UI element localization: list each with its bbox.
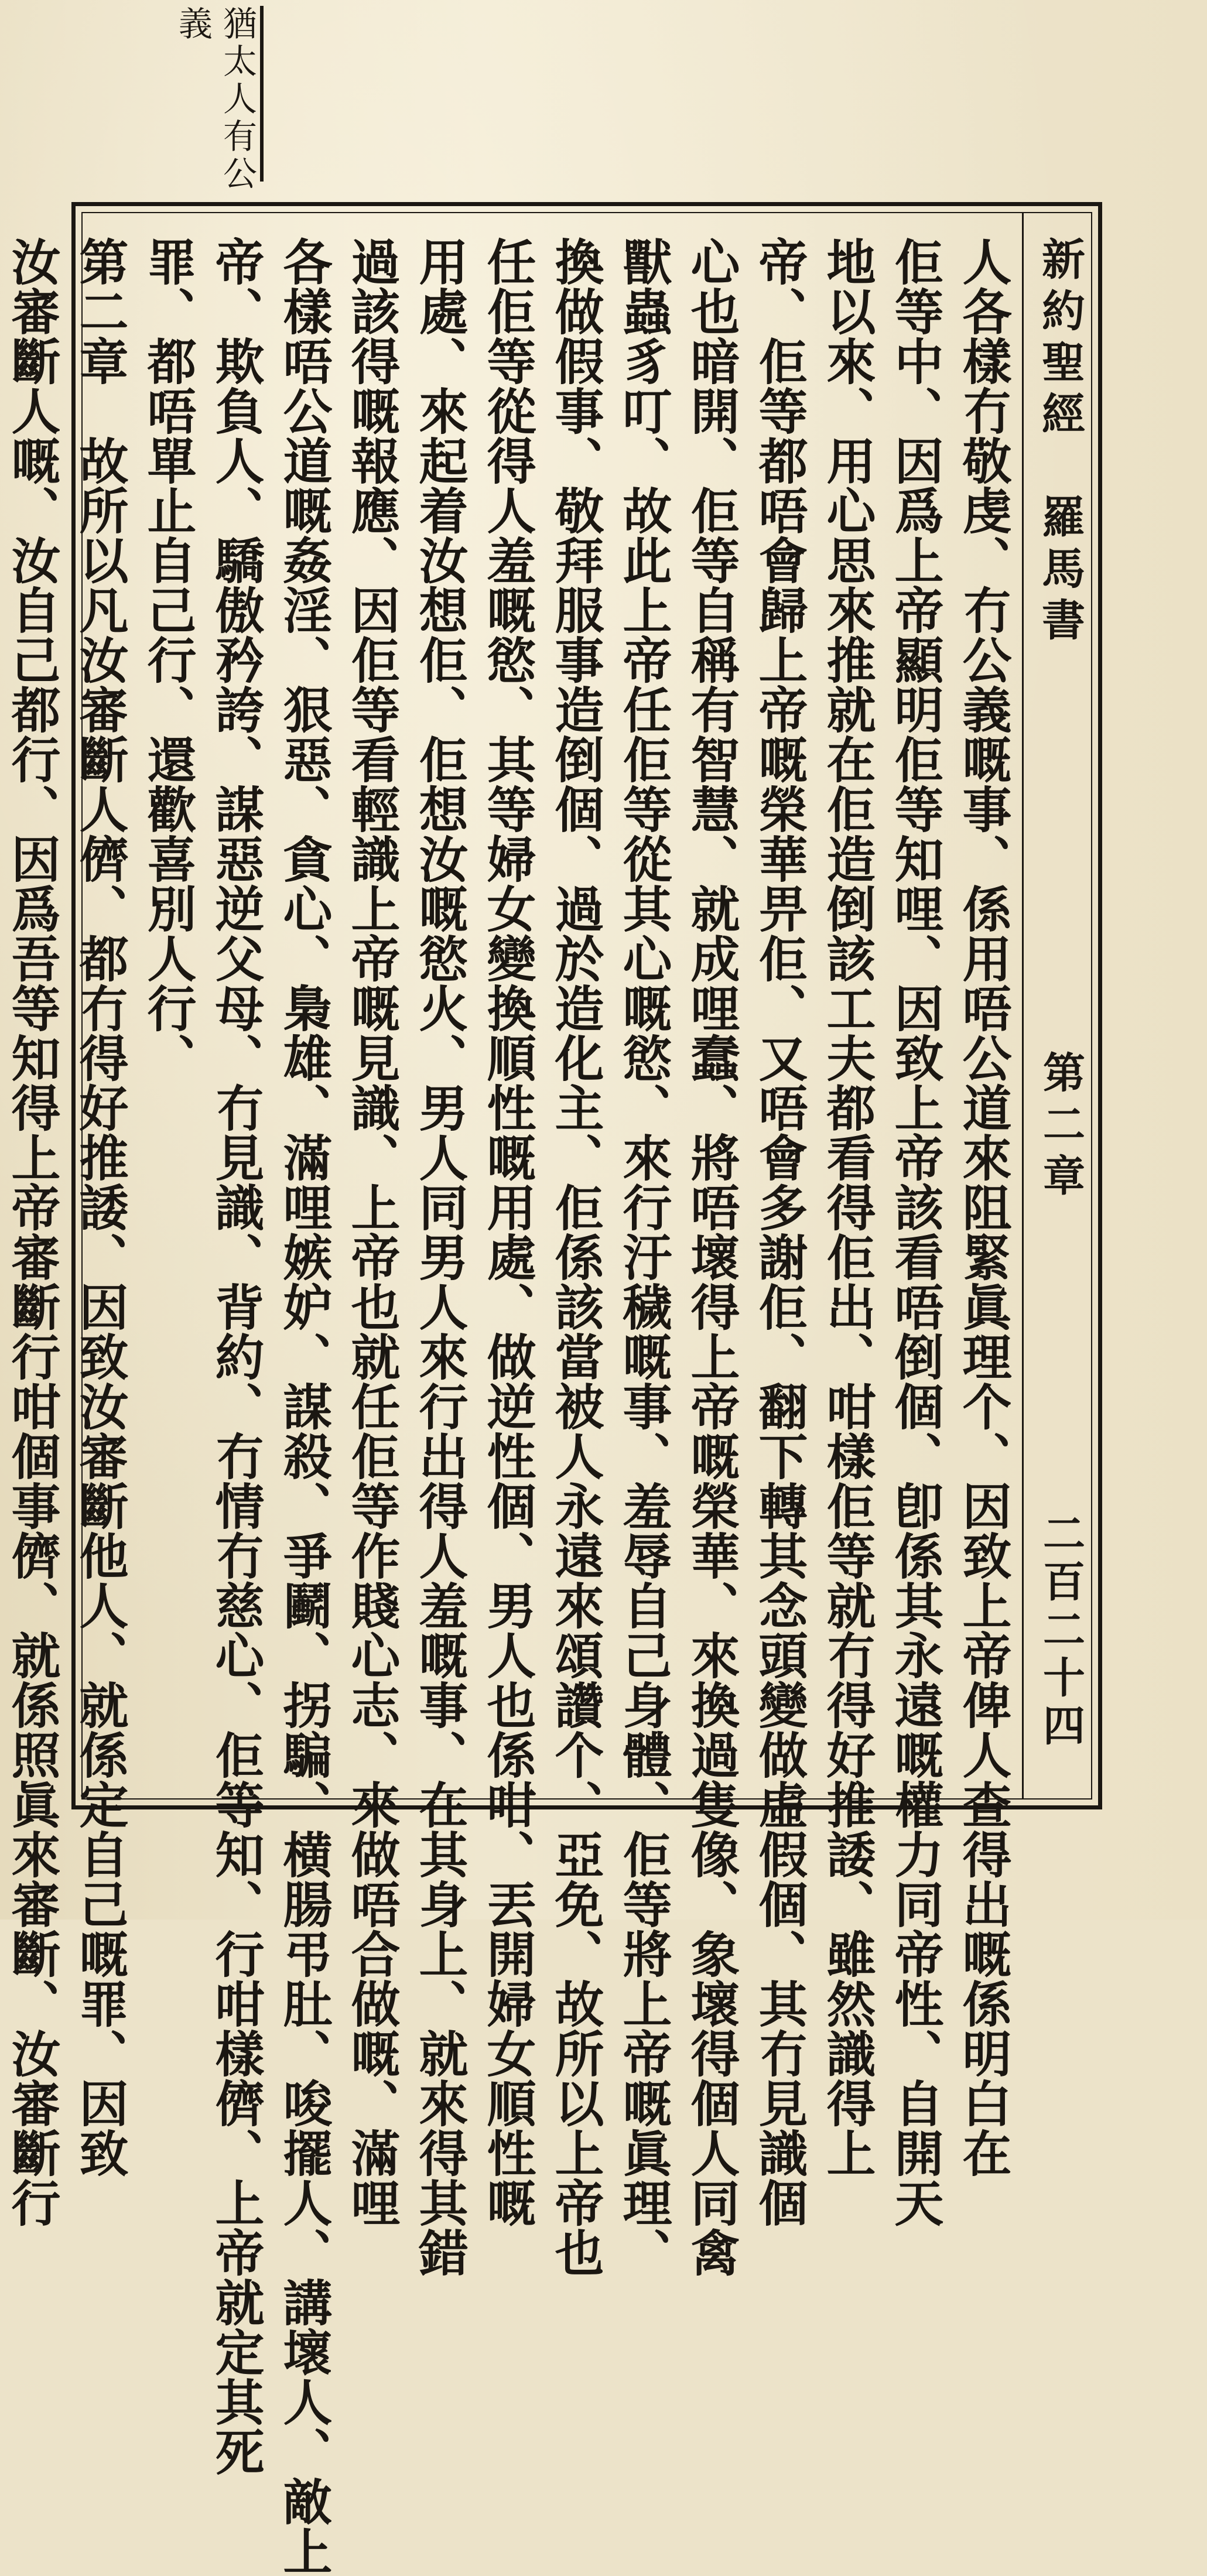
body-column: 用處、來起着汝想佢、佢想汝嘅慾火、男人同男人來行出得人羞嘅事、在其身上、就來得其錯 (411, 237, 469, 2277)
top-margin-note (173, 6, 257, 205)
body-column: 獸蟲豸叮、故此上帝任佢等從其心嘅慾、來行汙穢嘅事、羞辱自己身體、佢等將上帝嘅眞理、 (615, 237, 673, 2277)
body-column: 換做假事、敬拜服事造倒個、過於造化主、佢係該當被人永遠來頌讚个、亞免、故所以上帝也 (547, 237, 605, 2277)
body-column: 各樣唔公道嘅姦淫、狠惡、貪心、梟雄、滿哩嫉妒、謀殺、爭鬬、拐騙、横腸弔肚、唆擺人、講壞人、敵上 (275, 237, 333, 2576)
body-column: 地以來、用心思來推就在佢造倒該工夫都看得佢出、咁樣佢等就冇得好推諉、雖然識得上 (819, 237, 877, 2178)
top-note-column-1: 猶太人有公 (217, 6, 257, 193)
body-column: 人各樣冇敬虔、冇公義嘅事、係用唔公道來阻緊眞理个、因致上帝俾人查得出嘅係明白在 (955, 237, 1013, 2178)
body-text (4, 237, 1015, 2576)
chapter-two-start-column: 第二章 故所以凡汝審斷人儕、都冇得好推諉、因致汝審斷他人、就係定自己嘅罪、因致 (71, 237, 129, 2178)
body-column: 心也暗開、佢等自稱有智慧、就成哩蠢、將唔壞得上帝嘅榮華、來換過隻像、象壞得個人同禽 (683, 237, 741, 2277)
inner-frame (4, 212, 1092, 2576)
margin-marker-line (260, 6, 264, 182)
page-number: 二百二十四 (1036, 1511, 1086, 1751)
body-column: 汝審斷人嘅、汝自己都行、因爲吾等知得上帝審斷行咁個事儕、就係照眞來審斷、汝審斷行 (4, 237, 61, 2228)
running-header (1022, 213, 1091, 1798)
chapter-label: 第二章 (1036, 1051, 1086, 1205)
bleed-through-text (515, 18, 558, 52)
book-title: 新約聖經 羅馬書 (1035, 237, 1085, 649)
body-column: 帝、欺負人、驕傲矜誇、謀惡逆父母、冇見識、背約、冇情冇慈心、佢等知、行咁樣儕、上帝就定其死 (207, 237, 265, 2476)
body-column: 帝、佢等都唔會歸上帝嘅榮華畀佢、又唔會多謝佢、翻下轉其念頭變做虛假個、其冇見識個 (751, 237, 809, 2228)
body-column: 任佢等從得人羞嘅慾、其等婦女變換順性嘅用處、做逆性個、男人也係咁、丟開婦女順性嘅 (479, 237, 537, 2228)
top-note-column-2: 義 (173, 6, 213, 43)
body-column: 罪、都唔單止自己行、還歡喜別人行、 (139, 237, 197, 1083)
body-column: 佢等中、因爲上帝顯明佢等知哩、因致上帝該看唔倒個、卽係其永遠嘅權力同帝性、自開天 (887, 237, 945, 2228)
text-frame (4, 202, 1102, 2576)
body-column: 過該得嘅報應、因佢等看輕識上帝嘅見識、上帝也就任佢等作賤心志、來做唔合做嘅、滿哩 (343, 237, 401, 2228)
